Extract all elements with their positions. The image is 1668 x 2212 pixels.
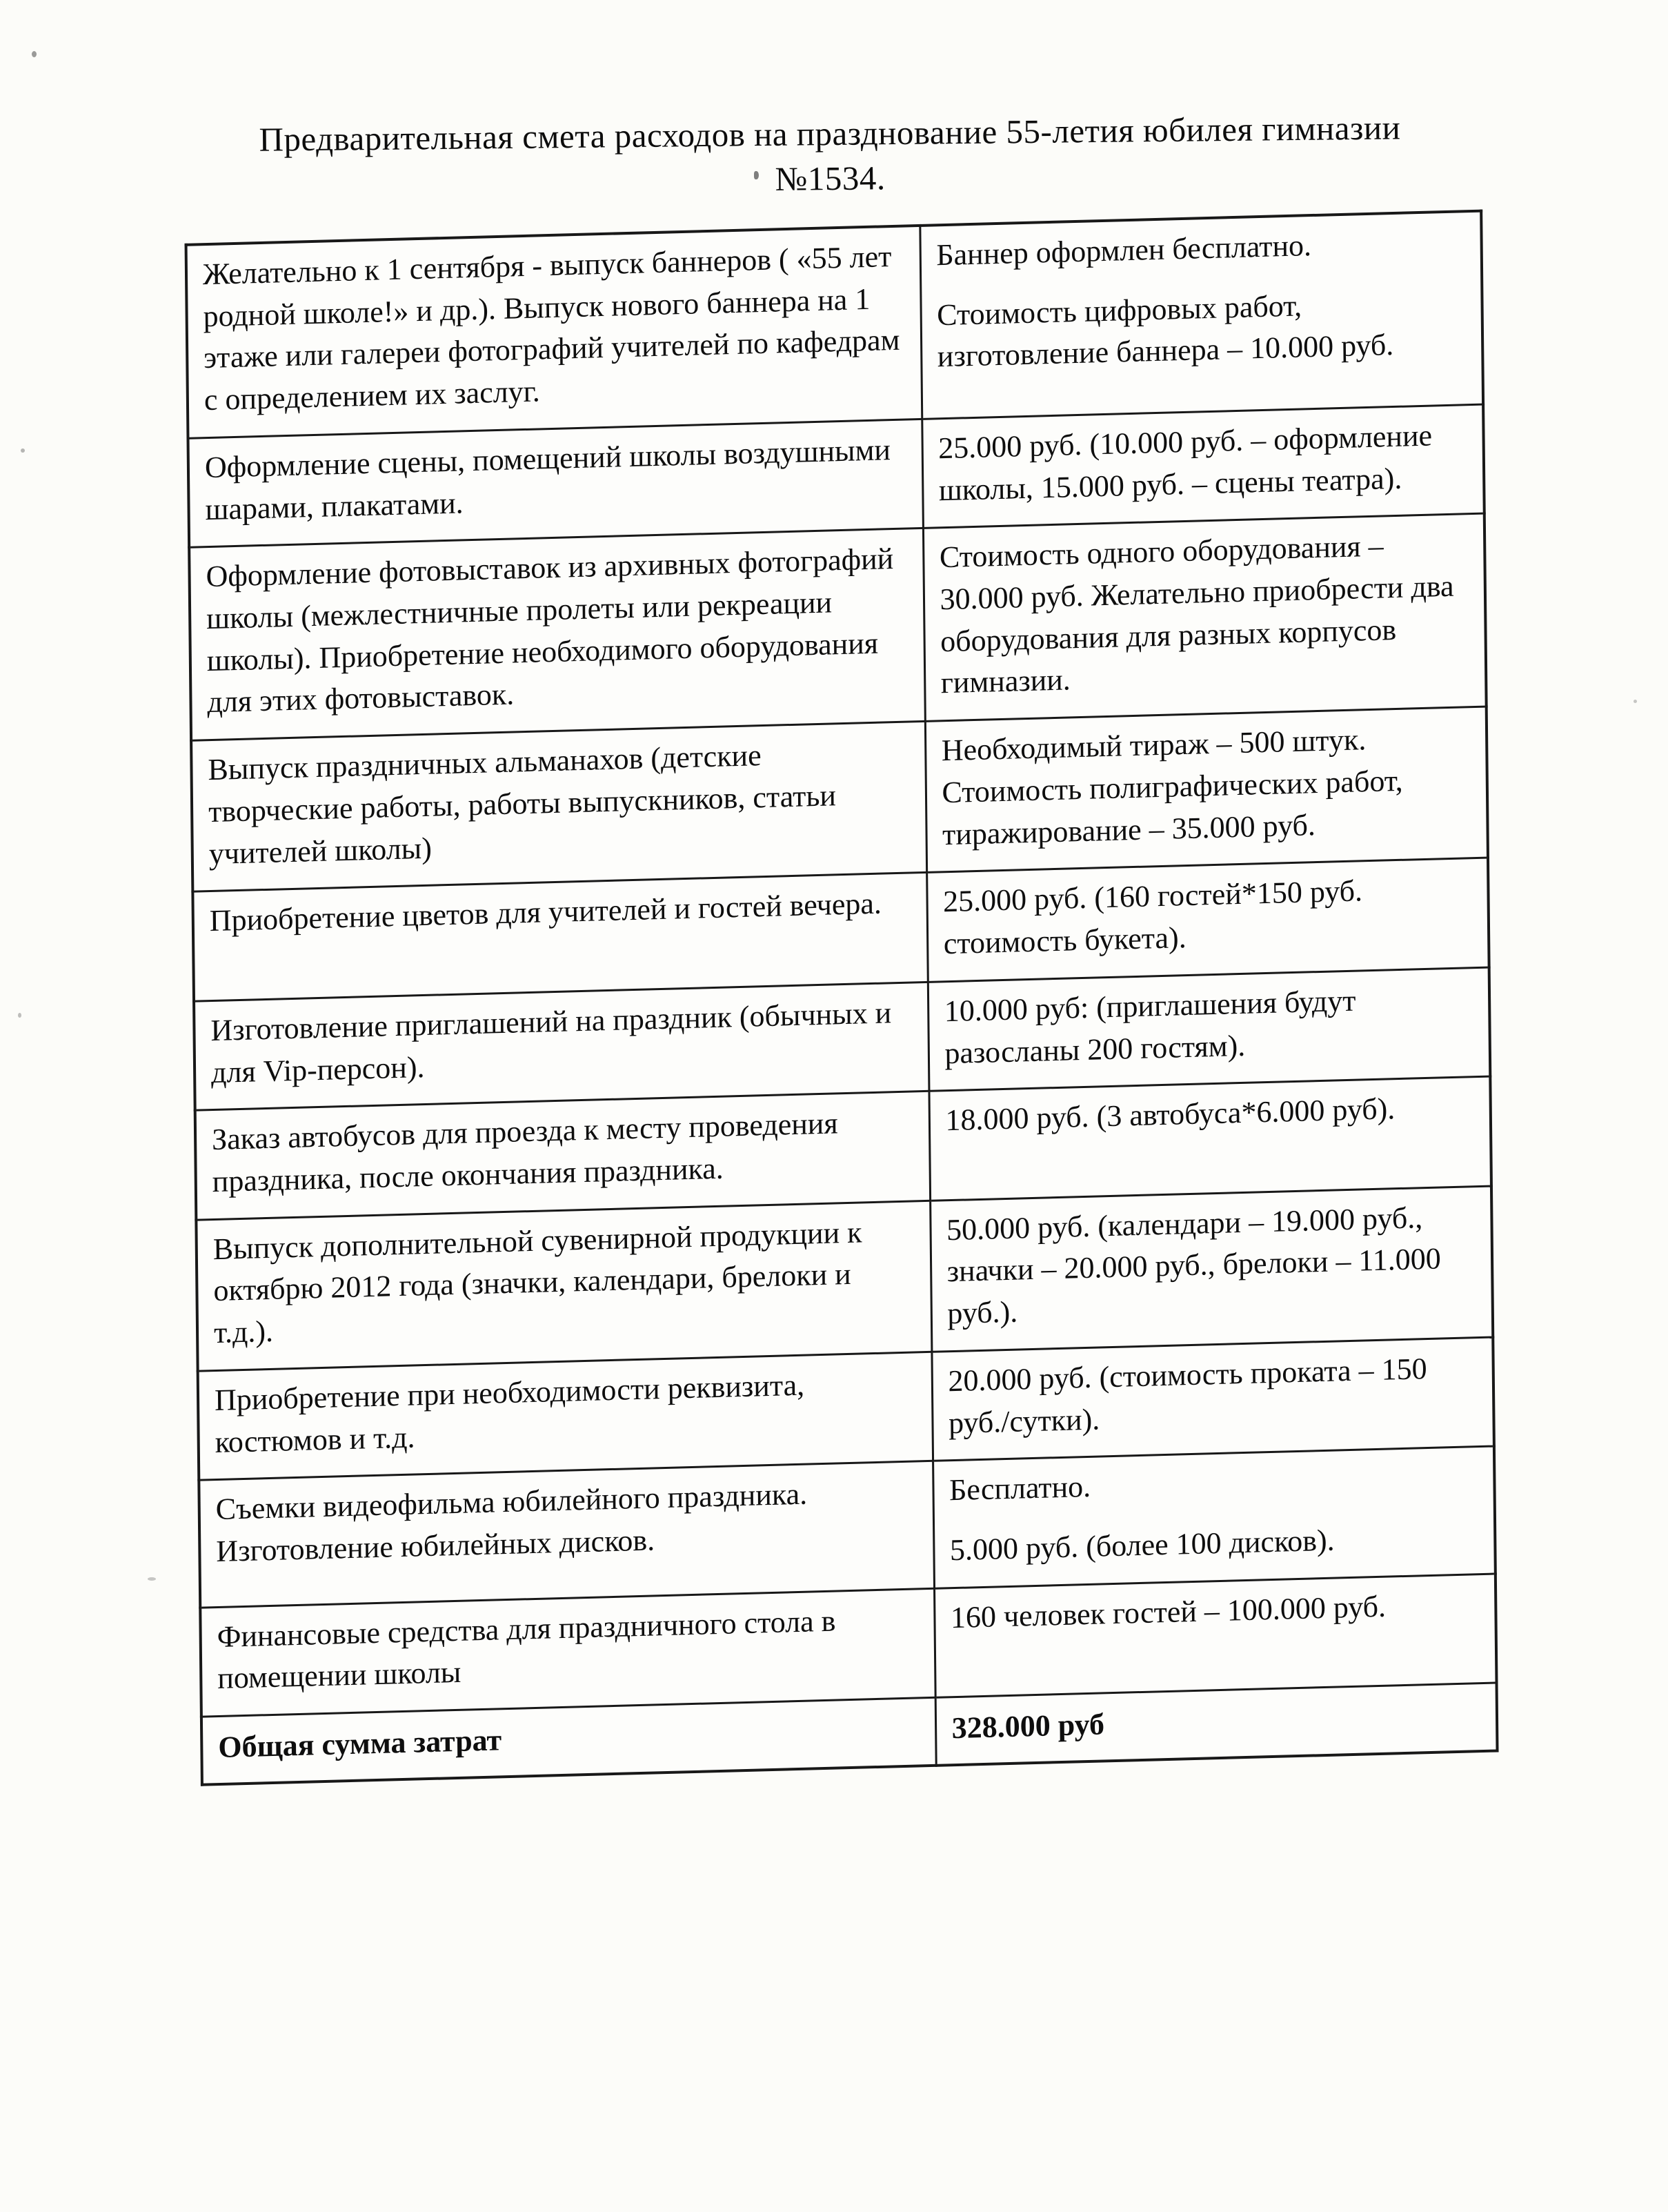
expense-cost-text: 18.000 руб. (3 автобуса*6.000 руб). bbox=[945, 1092, 1396, 1138]
expense-cost-text: 25.000 руб. (10.000 руб. – оформление школы, 15.000 руб. – сцены театра). bbox=[938, 418, 1433, 508]
expense-item-text: Приобретение цветов для учителей и гостей вечера. bbox=[209, 887, 882, 938]
document-title bbox=[0, 0, 1665, 210]
expense-cost-cell bbox=[920, 211, 1483, 419]
expense-item-cell bbox=[189, 529, 925, 741]
scan-artifact bbox=[21, 448, 25, 453]
scan-artifact bbox=[1634, 700, 1637, 703]
expense-cost-text: 50.000 руб. (календари – 19.000 руб., значки – 20.000 руб., брелоки – 11.000 руб.). bbox=[946, 1201, 1442, 1331]
expense-cost-cell bbox=[929, 1077, 1491, 1201]
expense-item-cell bbox=[196, 1201, 931, 1371]
expense-item-cell bbox=[188, 419, 923, 548]
expense-item-cell bbox=[200, 1588, 935, 1717]
document-title-line2: №1534. bbox=[775, 158, 886, 198]
expense-cost-text: 5.000 руб. (более 100 дисков). bbox=[949, 1523, 1335, 1568]
expense-cost-text: 20.000 руб. (стоимость проката – 150 руб./сутки). bbox=[948, 1352, 1427, 1441]
expense-cost-cell bbox=[930, 1186, 1493, 1352]
expense-cost-cell bbox=[926, 858, 1489, 982]
scan-artifact bbox=[18, 1013, 21, 1018]
expense-item-text: Выпуск дополнительной сувенирной продукции к октябрю 2012 года (значки, календари, брелоки и т.д.). bbox=[212, 1215, 862, 1350]
scan-artifact bbox=[148, 1577, 156, 1581]
total-value: 328.000 руб bbox=[951, 1707, 1105, 1746]
expense-cost-text: 160 человек гостей – 100.000 руб. bbox=[950, 1589, 1387, 1635]
expense-item-cell bbox=[198, 1352, 933, 1480]
expense-cost-text: Баннер оформлен бесплатно. bbox=[936, 228, 1312, 273]
expense-item-text: Изготовление приглашений на праздник (обычных и для Vip-персон). bbox=[210, 996, 892, 1089]
expense-cost-cell bbox=[922, 404, 1484, 529]
expense-cost-cell bbox=[933, 1447, 1496, 1589]
scan-artifact bbox=[32, 51, 37, 57]
expense-cost-text: 25.000 руб. (160 гостей*150 руб. стоимость букета). bbox=[942, 874, 1363, 961]
expense-item-cell bbox=[195, 1092, 930, 1220]
table-row bbox=[189, 514, 1487, 741]
expense-item-text: Финансовые средства для праздничного стола в помещении школы bbox=[217, 1603, 836, 1696]
expense-item-text: Приобретение при необходимости реквизита, костюмов и т.д. bbox=[214, 1367, 805, 1459]
expense-cost-text: Стоимость цифровых работ, изготовление баннера – 10.000 руб. bbox=[936, 288, 1394, 375]
expense-item-text: Оформление фотовыставок из архивных фотографий школы (межлестничные пролеты или рекреации школы). Приобретение необходимого оборудования для этих фотовыставок. bbox=[206, 542, 894, 720]
total-value-cell bbox=[935, 1683, 1498, 1766]
expense-item-cell bbox=[199, 1461, 934, 1608]
document-title-line1: Предварительная смета расходов на празднование 55-летия юбилея гимназии bbox=[259, 108, 1401, 159]
scan-artifact bbox=[754, 171, 759, 179]
expense-item-text: Съемки видеофильма юбилейного праздника. Изготовление юбилейных дисков. bbox=[215, 1477, 808, 1569]
expense-item-text: Выпуск праздничных альманахов (детские творческие работы, работы выпускников, статьи учителей школы) bbox=[208, 738, 837, 871]
expense-cost-cell bbox=[928, 967, 1490, 1092]
expense-item-cell bbox=[191, 722, 926, 892]
expense-item-cell bbox=[192, 873, 927, 1001]
budget-table bbox=[185, 210, 1499, 1786]
expense-item-text: Желательно к 1 сентября - выпуск баннеров ( «55 лет родной школе!» и др.). Выпуск нового баннера на 1 этаже или галереи фотографий учителей по кафедрам с определением их заслуг. bbox=[202, 239, 900, 417]
table-row bbox=[186, 211, 1484, 439]
expense-item-cell bbox=[186, 226, 922, 438]
expense-item-text: Заказ автобусов для проезда к месту проведения праздника, после окончания праздника. bbox=[211, 1106, 838, 1199]
expense-cost-text: 10.000 руб: (приглашения будут разосланы 200 гостям). bbox=[944, 983, 1356, 1071]
expense-item-text: Оформление сцены, помещений школы воздушными шарами, плакатами. bbox=[204, 433, 891, 527]
expense-cost-cell bbox=[931, 1337, 1493, 1461]
expense-cost-cell bbox=[934, 1574, 1496, 1698]
expense-cost-text: Необходимый тираж – 500 штук. Стоимость полиграфических работ, тиражирование – 35.000 руб. bbox=[941, 722, 1403, 852]
expense-cost-text: Стоимость одного оборудования – 30.000 руб. Желательно приобрести два оборудования для разных корпусов гимназии. bbox=[939, 529, 1454, 701]
expense-cost-cell bbox=[923, 514, 1487, 722]
total-label: Общая сумма затрат bbox=[218, 1723, 502, 1765]
expense-cost-cell bbox=[925, 707, 1488, 873]
expense-item-cell bbox=[194, 982, 929, 1110]
expense-cost-text: Бесплатно. bbox=[949, 1470, 1091, 1508]
